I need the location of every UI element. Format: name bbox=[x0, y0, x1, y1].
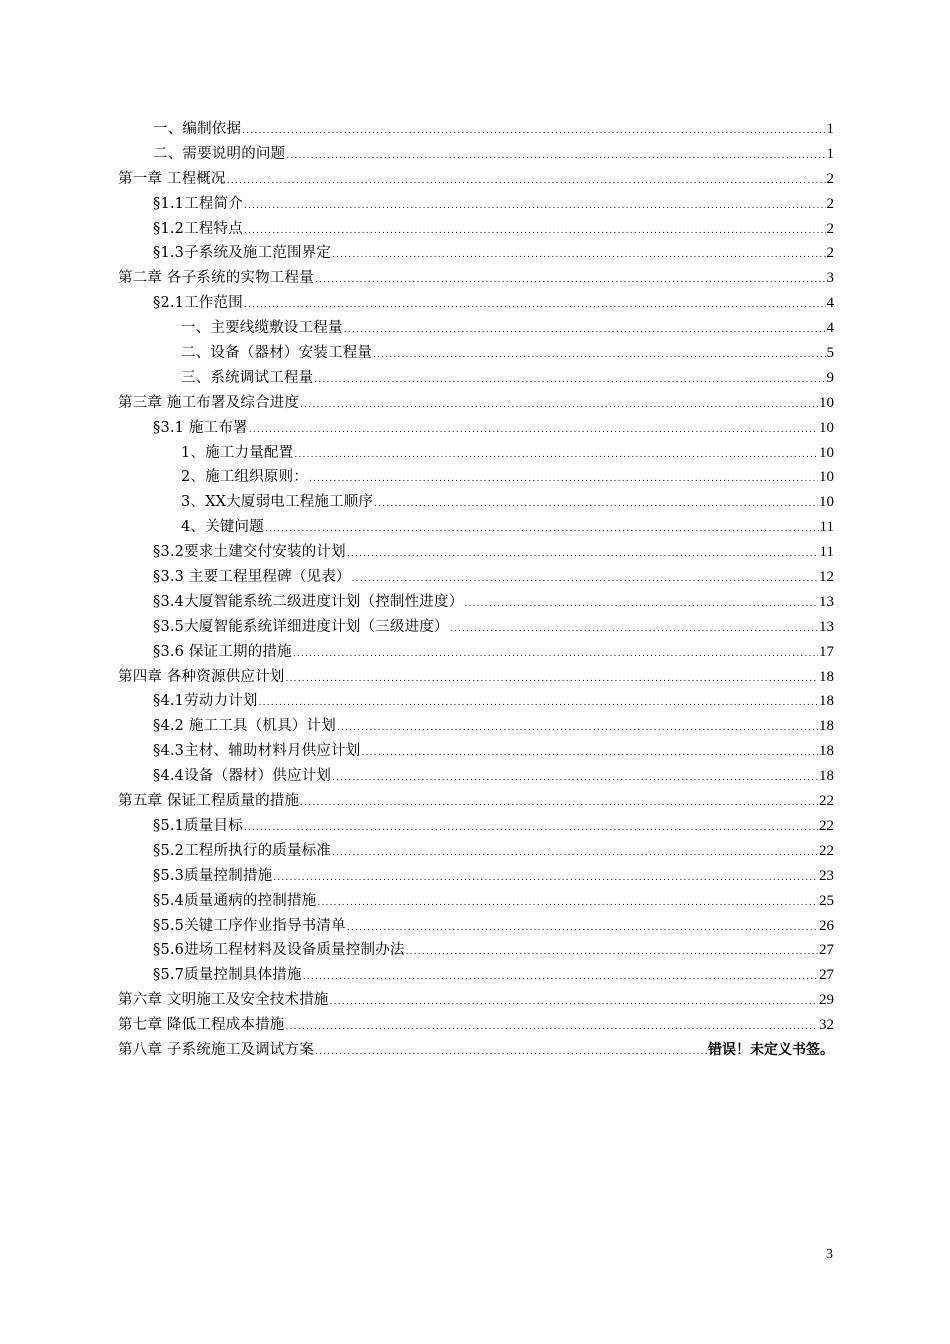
toc-entry-title: §5.1质量目标 bbox=[153, 817, 243, 834]
toc-leader-dots bbox=[273, 866, 818, 891]
toc-entry-page: 4 bbox=[826, 295, 834, 312]
toc-entry-title: §3.1 施工布署 bbox=[153, 419, 248, 436]
toc-leader-dots bbox=[300, 791, 818, 816]
toc-entry[interactable] bbox=[118, 565, 834, 590]
toc-leader-dots bbox=[242, 119, 825, 144]
toc-entry-title: §5.5关键工序作业指导书清单 bbox=[153, 917, 346, 934]
toc-leader-dots bbox=[347, 542, 819, 567]
toc-entry-page: 13 bbox=[819, 618, 834, 635]
toc-entry-title: 第四章 各种资源供应计划 bbox=[118, 668, 285, 685]
toc-entry-page: 27 bbox=[819, 942, 834, 959]
toc-entry[interactable] bbox=[118, 142, 834, 167]
toc-entry[interactable] bbox=[118, 814, 834, 839]
toc-leader-dots bbox=[309, 467, 818, 492]
toc-entry-title: §4.2 施工工具（机具）计划 bbox=[153, 718, 336, 735]
toc-leader-dots bbox=[450, 617, 818, 642]
toc-entry-title: §5.2工程所执行的质量标准 bbox=[153, 842, 332, 859]
toc-leader-dots bbox=[347, 916, 818, 941]
toc-entry[interactable] bbox=[118, 490, 834, 515]
toc-entry-title: 1、施工力量配置 bbox=[181, 444, 294, 461]
toc-entry[interactable] bbox=[118, 590, 834, 615]
toc-entry-title: §3.3 主要工程里程碑（见表） bbox=[153, 569, 351, 586]
toc-entry-title: 第七章 降低工程成本措施 bbox=[118, 1017, 285, 1034]
page-number: 3 bbox=[826, 1247, 833, 1262]
toc-leader-dots bbox=[332, 766, 818, 791]
toc-entry[interactable] bbox=[118, 839, 834, 864]
toc-entry-title: 第三章 施工布署及综合进度 bbox=[118, 394, 300, 411]
toc-entry-title: 二、需要说明的问题 bbox=[153, 145, 286, 162]
toc-entry[interactable] bbox=[118, 789, 834, 814]
toc-entry-page: 27 bbox=[819, 967, 834, 984]
toc-entry-page: 18 bbox=[819, 668, 834, 685]
toc-leader-dots bbox=[317, 891, 818, 916]
toc-leader-dots bbox=[464, 592, 818, 617]
toc-entry[interactable] bbox=[118, 117, 834, 142]
toc-entry-title: §1.1工程简介 bbox=[153, 195, 243, 212]
toc-entry-page: 10 bbox=[819, 494, 834, 511]
toc-entry-page: 12 bbox=[819, 569, 834, 586]
toc-entry[interactable] bbox=[118, 341, 834, 366]
toc-entry[interactable] bbox=[118, 640, 834, 665]
toc-entry-title: 第一章 工程概况 bbox=[118, 170, 226, 187]
toc-entry-page: 1 bbox=[826, 121, 834, 137]
toc-entry-page: 11 bbox=[819, 544, 834, 561]
toc-leader-dots bbox=[373, 343, 825, 368]
toc-leader-dots bbox=[300, 393, 818, 418]
toc-entry-title: 二、设备（器材）安装工程量 bbox=[181, 345, 373, 362]
toc-leader-dots bbox=[249, 418, 818, 443]
toc-entry-page: 18 bbox=[819, 718, 834, 735]
toc-leader-dots bbox=[315, 268, 826, 293]
toc-entry-page: 18 bbox=[819, 693, 834, 710]
toc-entry-page: 9 bbox=[826, 369, 834, 386]
toc-entry-page: 25 bbox=[819, 892, 834, 909]
toc-leader-dots bbox=[286, 1015, 818, 1040]
toc-entry[interactable] bbox=[118, 764, 834, 789]
toc-entry-page: 4 bbox=[826, 320, 834, 337]
toc-entry-title: §3.4大厦智能系统二级进度计划（控制性进度） bbox=[153, 593, 464, 610]
toc-entry[interactable] bbox=[118, 416, 834, 441]
toc-leader-dots bbox=[265, 517, 819, 542]
toc-leader-dots bbox=[259, 691, 818, 716]
toc-entry-page: 29 bbox=[819, 992, 834, 1009]
toc-entry-page: 2 bbox=[826, 245, 834, 262]
toc-entry-page: 2 bbox=[826, 195, 834, 212]
toc-entry[interactable] bbox=[118, 441, 834, 466]
toc-entry-page: 1 bbox=[826, 145, 834, 162]
toc-entry-page: 26 bbox=[819, 917, 834, 934]
toc-entry-title: §5.3质量控制措施 bbox=[153, 867, 273, 884]
toc-entry[interactable] bbox=[118, 192, 834, 217]
toc-entry[interactable] bbox=[118, 217, 834, 242]
toc-entry[interactable] bbox=[118, 515, 834, 540]
toc-entry-page: 10 bbox=[819, 444, 834, 461]
toc-entry-page: 10 bbox=[819, 394, 834, 411]
toc-entry[interactable] bbox=[118, 988, 834, 1013]
toc-entry[interactable] bbox=[118, 266, 834, 291]
toc-leader-dots bbox=[293, 642, 818, 667]
toc-entry-title: §3.2要求土建交付安装的计划 bbox=[153, 544, 346, 561]
toc-leader-dots bbox=[352, 567, 818, 592]
toc-entry-page: 错误！未定义书签。 bbox=[708, 1041, 834, 1058]
toc-entry[interactable] bbox=[118, 689, 834, 714]
toc-entry[interactable] bbox=[118, 465, 834, 490]
toc-entry-title: 第八章 子系统施工及调试方案 bbox=[118, 1041, 314, 1058]
toc-entry-title: 3、XX大厦弱电工程施工顺序 bbox=[181, 494, 374, 511]
toc-entry[interactable] bbox=[118, 864, 834, 889]
toc-entry[interactable] bbox=[118, 241, 834, 266]
toc-entry[interactable] bbox=[118, 1038, 834, 1063]
toc-entry-title: 第六章 文明施工及安全技术措施 bbox=[118, 992, 329, 1009]
toc-leader-dots bbox=[244, 219, 826, 244]
toc-leader-dots bbox=[330, 990, 818, 1015]
toc-entry-page: 2 bbox=[826, 220, 834, 237]
toc-leader-dots bbox=[286, 667, 818, 692]
toc-entry[interactable] bbox=[118, 665, 834, 690]
toc-leader-dots bbox=[332, 841, 818, 866]
toc-entry-page: 23 bbox=[819, 867, 834, 884]
toc-entry[interactable] bbox=[118, 714, 834, 739]
toc-entry-page: 22 bbox=[819, 793, 834, 810]
toc-leader-dots bbox=[314, 368, 825, 393]
toc-entry-page: 11 bbox=[819, 519, 834, 536]
toc-leader-dots bbox=[337, 716, 818, 741]
toc-entry-page: 18 bbox=[819, 743, 834, 760]
toc-entry[interactable] bbox=[118, 316, 834, 341]
toc-entry[interactable] bbox=[118, 739, 834, 764]
toc-leader-dots bbox=[362, 741, 818, 766]
toc-entry-page: 32 bbox=[819, 1017, 834, 1034]
toc-entry-title: 2、施工组织原则： bbox=[181, 469, 309, 486]
toc-entry[interactable] bbox=[118, 391, 834, 416]
toc-entry[interactable] bbox=[118, 963, 834, 988]
toc-entry-title: §1.3子系统及施工范围界定 bbox=[153, 245, 332, 262]
toc-entry[interactable] bbox=[118, 540, 834, 565]
toc-entry-page: 5 bbox=[826, 345, 834, 362]
toc-leader-dots bbox=[374, 492, 818, 517]
toc-entry-title: §4.1劳动力计划 bbox=[153, 693, 258, 710]
toc-entry-title: 一、编制依据 bbox=[153, 121, 242, 137]
toc-leader-dots bbox=[294, 443, 818, 468]
table-of-contents bbox=[118, 117, 834, 1063]
toc-entry[interactable] bbox=[118, 889, 834, 914]
toc-entry-title: §5.4质量通病的控制措施 bbox=[153, 892, 317, 909]
toc-entry-page: 17 bbox=[819, 643, 834, 660]
toc-entry-title: §5.6进场工程材料及设备质量控制办法 bbox=[153, 942, 405, 959]
toc-leader-dots bbox=[332, 243, 825, 268]
toc-leader-dots bbox=[406, 940, 818, 965]
toc-entry-page: 10 bbox=[819, 469, 834, 486]
toc-leader-dots bbox=[227, 169, 826, 194]
toc-entry-title: §3.5大厦智能系统详细进度计划（三级进度） bbox=[153, 618, 449, 635]
toc-entry[interactable] bbox=[118, 291, 834, 316]
toc-entry-title: 一、主要线缆敷设工程量 bbox=[181, 320, 343, 337]
toc-entry[interactable] bbox=[118, 938, 834, 963]
toc-entry[interactable] bbox=[118, 366, 834, 391]
toc-entry-title: 第二章 各子系统的实物工程量 bbox=[118, 270, 314, 287]
toc-entry-page: 22 bbox=[819, 817, 834, 834]
toc-entry-title: 4、关键问题 bbox=[181, 519, 264, 536]
toc-leader-dots bbox=[244, 816, 818, 841]
toc-leader-dots bbox=[303, 965, 818, 990]
toc-leader-dots bbox=[286, 144, 825, 169]
toc-entry[interactable] bbox=[118, 1013, 834, 1038]
toc-entry-title: §1.2工程特点 bbox=[153, 220, 243, 237]
toc-entry-page: 22 bbox=[819, 842, 834, 859]
toc-leader-dots bbox=[244, 293, 826, 318]
toc-entry-title: §4.4设备（器材）供应计划 bbox=[153, 768, 332, 785]
toc-leader-dots bbox=[244, 194, 826, 219]
toc-entry-title: 第五章 保证工程质量的措施 bbox=[118, 793, 300, 810]
toc-entry-title: §3.6 保证工期的措施 bbox=[153, 643, 292, 660]
toc-entry-title: §5.7质量控制具体措施 bbox=[153, 967, 302, 984]
toc-entry-page: 13 bbox=[819, 593, 834, 610]
toc-entry-page: 10 bbox=[819, 419, 834, 436]
toc-entry-page: 2 bbox=[826, 170, 834, 187]
toc-entry[interactable] bbox=[118, 914, 834, 939]
toc-entry-title: 三、系统调试工程量 bbox=[181, 369, 314, 386]
toc-entry-title: §4.3主材、辅助材料月供应计划 bbox=[153, 743, 361, 760]
toc-entry-title: §2.1工作范围 bbox=[153, 295, 243, 312]
toc-entry[interactable] bbox=[118, 615, 834, 640]
toc-entry[interactable] bbox=[118, 167, 834, 192]
toc-entry-page: 3 bbox=[826, 270, 834, 287]
toc-entry-page: 18 bbox=[819, 768, 834, 785]
toc-leader-dots bbox=[344, 318, 826, 343]
toc-leader-dots bbox=[315, 1040, 707, 1065]
